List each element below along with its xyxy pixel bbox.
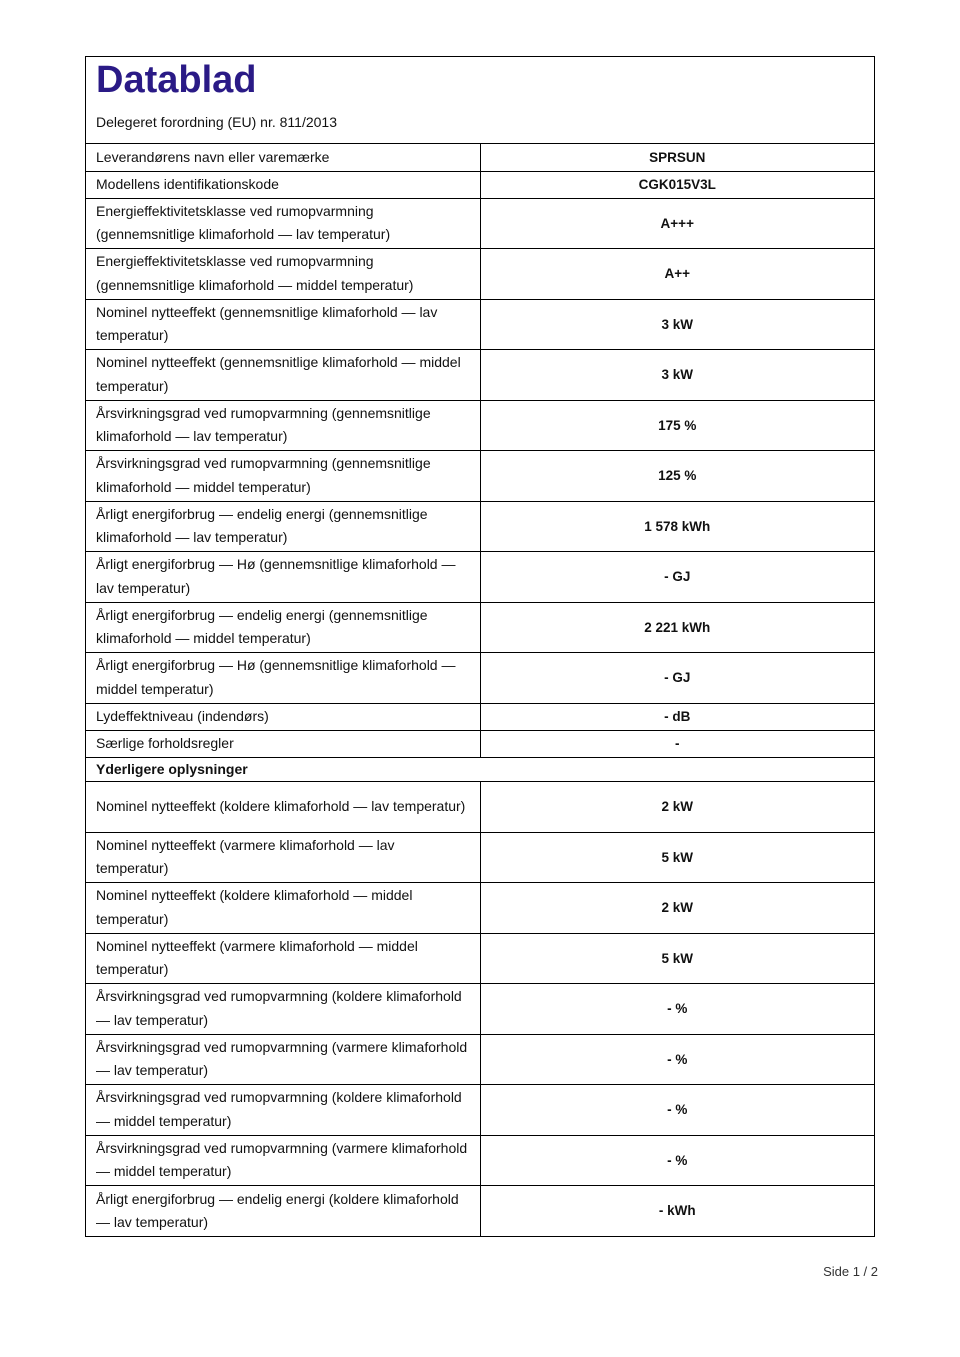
table-row <box>86 703 874 730</box>
row-value: - GJ <box>480 552 874 603</box>
table-row <box>86 832 874 883</box>
row-label: Årligt energiforbrug — Hø (gennemsnitlige klimaforhold — middel temperatur) <box>86 653 480 704</box>
table-row <box>86 400 874 451</box>
table-row <box>86 552 874 603</box>
row-value: A+++ <box>480 198 874 249</box>
table-row <box>86 299 874 350</box>
table-row <box>86 782 874 833</box>
row-value: 2 221 kWh <box>480 602 874 653</box>
row-value: 3 kW <box>480 299 874 350</box>
row-value: 1 578 kWh <box>480 501 874 552</box>
row-value: 175 % <box>480 400 874 451</box>
row-label: Årsvirkningsgrad ved rumopvarmning (koldere klimaforhold — middel temperatur) <box>86 1085 480 1136</box>
table-row <box>86 350 874 401</box>
row-value: - <box>480 730 874 757</box>
row-value: - % <box>480 1135 874 1186</box>
table-row <box>86 883 874 934</box>
datasheet <box>85 56 875 1237</box>
table-row <box>86 653 874 704</box>
table-row <box>86 144 874 171</box>
row-value <box>480 757 874 782</box>
row-value: 2 kW <box>480 883 874 934</box>
datasheet-header <box>86 57 874 144</box>
table-row <box>86 1034 874 1085</box>
row-value: - dB <box>480 703 874 730</box>
table-row <box>86 171 874 198</box>
row-label: Energieffektivitetsklasse ved rumopvarmning (gennemsnitlige klimaforhold — middel temperatur) <box>86 249 480 300</box>
row-value: 5 kW <box>480 933 874 984</box>
section-heading: Yderligere oplysninger <box>86 757 480 782</box>
table-row <box>86 984 874 1035</box>
row-value: SPRSUN <box>649 149 706 165</box>
row-label: Årsvirkningsgrad ved rumopvarmning (gennemsnitlige klimaforhold — middel temperatur) <box>86 451 480 502</box>
row-value: A++ <box>480 249 874 300</box>
regulation-subtitle: Delegeret forordning (EU) nr. 811/2013 <box>96 114 337 130</box>
row-label: Nominel nytteeffekt (varmere klimaforhold — lav temperatur) <box>86 832 480 883</box>
row-label: Årsvirkningsgrad ved rumopvarmning (varmere klimaforhold — lav temperatur) <box>86 1034 480 1085</box>
table-row <box>86 451 874 502</box>
row-label: Nominel nytteeffekt (gennemsnitlige klimaforhold — middel temperatur) <box>86 350 480 401</box>
page-number: Side 1 / 2 <box>823 1264 878 1279</box>
row-label: Leverandørens navn eller varemærke <box>86 144 480 171</box>
row-label: Årligt energiforbrug — endelig energi (koldere klimaforhold — lav temperatur) <box>86 1186 480 1237</box>
specification-table <box>86 144 874 1236</box>
row-label: Årligt energiforbrug — endelig energi (gennemsnitlige klimaforhold — middel temperatur) <box>86 602 480 653</box>
row-label: Årsvirkningsgrad ved rumopvarmning (gennemsnitlige klimaforhold — lav temperatur) <box>86 400 480 451</box>
table-row <box>86 1135 874 1186</box>
row-value: CGK015V3L <box>480 171 874 198</box>
row-label: Årligt energiforbrug — Hø (gennemsnitlige klimaforhold — lav temperatur) <box>86 552 480 603</box>
row-label: Modellens identifikationskode <box>86 171 480 198</box>
page-title: Datablad <box>96 59 257 101</box>
row-value: 125 % <box>480 451 874 502</box>
table-row <box>86 198 874 249</box>
row-label: Lydeffektniveau (indendørs) <box>86 703 480 730</box>
table-row <box>86 730 874 757</box>
table-row <box>86 1085 874 1136</box>
table-row <box>86 249 874 300</box>
row-label: Særlige forholdsregler <box>86 730 480 757</box>
table-row <box>86 501 874 552</box>
table-row <box>86 602 874 653</box>
row-label: Energieffektivitetsklasse ved rumopvarmning (gennemsnitlige klimaforhold — lav temperatur) <box>86 198 480 249</box>
row-value: 2 kW <box>480 782 874 833</box>
table-row <box>86 933 874 984</box>
row-label: Årligt energiforbrug — endelig energi (gennemsnitlige klimaforhold — lav temperatur) <box>86 501 480 552</box>
row-value: - % <box>480 984 874 1035</box>
section-header-row <box>86 757 874 782</box>
row-label: Nominel nytteeffekt (koldere klimaforhold — lav temperatur) <box>86 782 480 833</box>
row-value: - kWh <box>480 1186 874 1237</box>
row-value: - % <box>480 1085 874 1136</box>
row-value: 5 kW <box>480 832 874 883</box>
row-value: - % <box>480 1034 874 1085</box>
row-value: - GJ <box>480 653 874 704</box>
row-label: Årsvirkningsgrad ved rumopvarmning (koldere klimaforhold — lav temperatur) <box>86 984 480 1035</box>
row-label: Nominel nytteeffekt (gennemsnitlige klimaforhold — lav temperatur) <box>86 299 480 350</box>
row-value: 3 kW <box>480 350 874 401</box>
row-label: Nominel nytteeffekt (varmere klimaforhold — middel temperatur) <box>86 933 480 984</box>
row-label: Nominel nytteeffekt (koldere klimaforhold — middel temperatur) <box>86 883 480 934</box>
row-label: Årsvirkningsgrad ved rumopvarmning (varmere klimaforhold — middel temperatur) <box>86 1135 480 1186</box>
table-row <box>86 1186 874 1237</box>
